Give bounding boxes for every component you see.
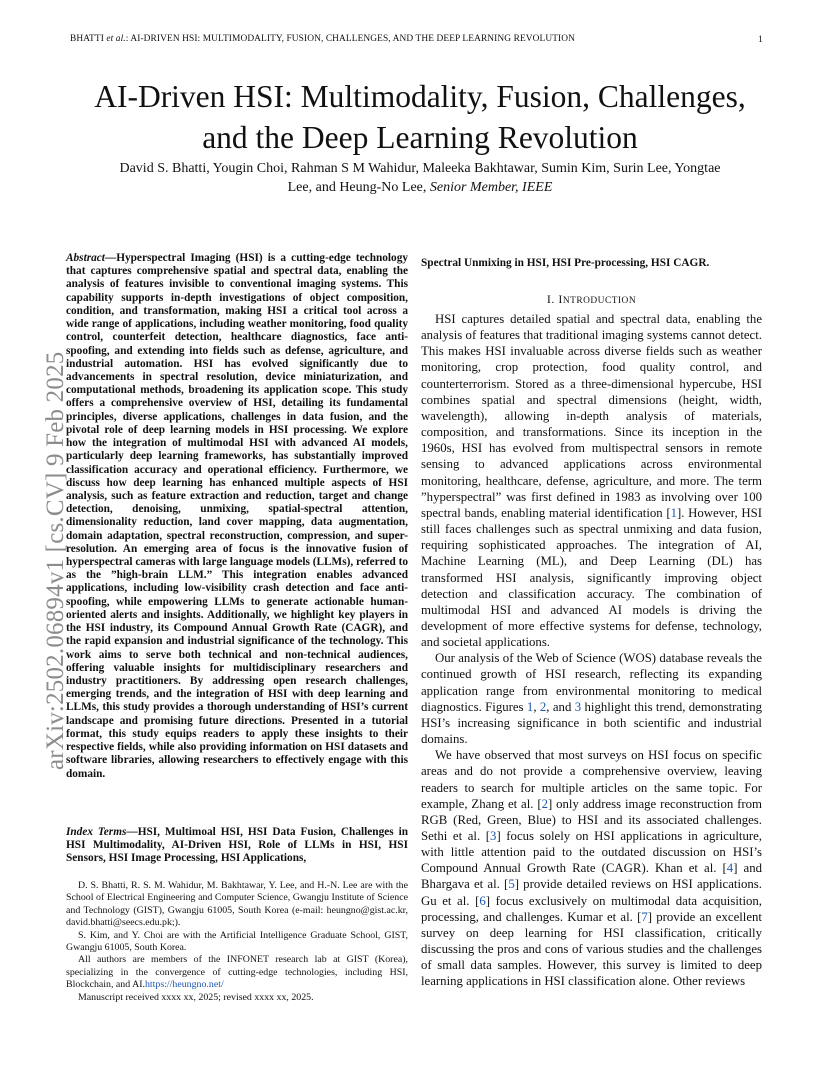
- footnote-infonet: [66, 954, 408, 991]
- paragraph-3-text-d: ] and Bhargava et al. [: [421, 861, 762, 892]
- abstract-text: Hyperspectral Imaging (HSI) is a cutting-edge technology that captures comprehensive spatial and spectral data, enabling the analysis of features invisible to conventional imaging systems. This capability supports in-depth investigations of object composition, condition, and transformation, making HSI a critical tool across a wide range of applications, including weather monitoring, food quality control, counterfeit detection, healthcare diagnostics, face anti-spoofing, and extending into fields such as defense, agriculture, and industrial automation. HSI has evolved significantly due to advancements in spectral resolution, device miniaturization, and computational methods, broadening its application scope. This study offers a comprehensive overview of HSI, detailing its fundamental principles, diverse applications, challenges in data fusion, and the pivotal role of deep learning models in HSI processing. We explore how the integration of multimodal HSI with advanced AI models, particularly deep learning frameworks, has substantially improved classification accuracy and operational efficiency. Furthermore, we discuss how deep learning has enhanced multiple aspects of HSI analysis, such as feature extraction and reduction, target and change detection, denoising, unmixing, spatial-spectral attention, dimensionality reduction, land cover mapping, data augmentation, domain adaptation, spectral reconstruction, compression, and super-resolution. An emerging area of focus is the innovative fusion of hyperspectral cameras with large language models (LLMs), referred to as the ”high-brain LLM.” This integration enables advanced applications, including low-visibility crash detection and face anti-spoofing, while empowering LLMs to generate actionable human-oriented alerts and insights. Additionally, we highlight key players in the HSI industry, its Compound Annual Growth Rate (CAGR), and the rapid expansion and industrial significance of the technology. This work aims to serve both technical and non-technical audiences, offering valuable insights for multidisciplinary researchers and industry practitioners. By addressing open research challenges, emerging trends, and the integration of HSI with deep learning and LLMs, this study provides a thorough understanding of HSI’s current landscape and promising future directions. Presented in a tutorial format, this study equips readers to apply these insights to their respective fields, while also providing information on HSI datasets and software libraries, allowing researchers to effectively engage with this domain.: [66, 252, 408, 780]
- footnote-ai-school: S. Kim, and Y. Choi are with the Artificial Intelligence Graduate School, GIST, Gwangju 61005, South Korea.: [66, 929, 408, 954]
- running-head: [70, 34, 770, 44]
- authors-line-2: [60, 178, 780, 197]
- paragraph-1-text-a: HSI captures detailed spatial and spectral data, enabling the analysis of features that traditional imaging systems cannot detect. This makes HSI invaluable across diverse fields such as weather monitoring, crop protection, food quality control, and counterterrorism. Stored as a three-dimensional hypercube, HSI combines spatial and spectral dimensions (height, width, wavelength), allowing in-depth analysis of materials, composition, and transformations. Since its inception in the 1960s, HSI has evolved from multispectral sensors in remote sensing to advanced applications across environmental monitoring, healthcare, defense, agriculture, and more. The term ”hyperspectral” was first defined in 1983 as involving over 100 spectral bands, enabling material identification [: [421, 312, 762, 520]
- introduction-body: [421, 311, 762, 990]
- abstract-dash: —: [104, 252, 117, 264]
- index-terms-dash: —: [126, 826, 138, 838]
- index-terms-text: HSI, Multimoal HSI, HSI Data Fusion, Challenges in HSI Multimodality, AI-Driven HSI, Role of LLMs in HSI, HSI Sensors, HSI Image Processing, HSI Applications,: [66, 826, 408, 865]
- arxiv-stamp: [4, 290, 69, 780]
- title-line-2: and the Deep Learning Revolution: [202, 120, 638, 155]
- abstract-label: Abstract: [66, 252, 105, 264]
- index-terms-label: Index Terms: [66, 826, 127, 838]
- authors-line-1: David S. Bhatti, Yougin Choi, Rahman S M Wahidur, Maleeka Bakhtawar, Sumin Kim, Surin Lee, Yongtae: [119, 161, 721, 176]
- figure-link[interactable]: 3: [574, 699, 582, 714]
- figure-link[interactable]: 2: [539, 699, 547, 714]
- citation-link[interactable]: 7: [641, 909, 648, 924]
- paragraph-3: [421, 747, 762, 989]
- author-list: [60, 159, 780, 197]
- paragraph-2-sep-2: , and: [546, 699, 575, 714]
- index-terms: [66, 826, 408, 866]
- footnote-affiliation: D. S. Bhatti, R. S. M. Wahidur, M. Bakhtawar, Y. Lee, and H.-N. Lee are with the School of Electrical Engineering and Computer Science, Gwangju Institute of Science and Technology (GIST), Gwangju 61005, South Korea (e-mail: heungno@gist.ac.kr, david.bhatti@seecs.edu.pk;).: [66, 880, 408, 929]
- paragraph-3-text-g: ] provide an excellent survey on deep learning for HSI classification, critically discussing the pros and cons of various studies and the challenges of small data samples. However, this survey is limited to deep learning applications in HSI classification alone. Other reviews: [421, 909, 762, 989]
- section-number: I.: [546, 292, 555, 306]
- paper-title: [40, 76, 800, 158]
- abstract: [66, 252, 408, 781]
- paragraph-2-text-b: highlight this trend, demonstrating HSI’s increasing significance in both scientific and industrial domains.: [421, 699, 762, 747]
- paragraph-2-sep-1: ,: [533, 699, 540, 714]
- paragraph-3-text-a: We have observed that most surveys on HSI focus on specific areas and do not provide a comprehensive overview, leaving readers to search for multiple articles on the same topic. For example, Zhang et al. [: [421, 748, 762, 811]
- arxiv-stamp-text: arXiv:2502.06894v1 [cs.CV] 9 Feb 2025: [42, 351, 69, 770]
- paragraph-1-text-b: ]. However, HSI still faces challenges such as spectral unmixing and data fusion, requiring sophisticated approaches. The integration of AI, Machine Learning (ML), and Deep Learning (DL) has transformed HSI analysis, significantly improving object detection and classification accuracy. The combination of multimodal HSI and advanced AI models is driving the development of more effective systems for defense, technology, and societal applications.: [421, 505, 762, 650]
- citation-link[interactable]: 2: [541, 796, 548, 811]
- paragraph-3-text-b: ] only address image reconstruction from RGB (Red, Green, Blue) to HSI and its associated challenges. Sethi et al. [: [421, 796, 763, 843]
- footnote-infonet-text: All authors are members of the INFONET research lab at GIST (Korea), specializing in the convergence of cutting-edge technologies, including HSI, Blockchain, and AI.: [66, 954, 408, 991]
- running-head-lead: BHATTI: [70, 34, 107, 44]
- section-title-rest: NTRODUCTION: [562, 296, 637, 306]
- paragraph-2: [421, 650, 762, 747]
- running-head-etal: et al.: [106, 34, 126, 44]
- paragraph-3-text-c: ] focus solely on HSI applications in agriculture, with little attention paid to the outdated discussion on HSI’s Compound Annual Growth Rate (CAGR). Khan et al. [: [421, 829, 762, 876]
- paragraph-1: [421, 311, 762, 650]
- author-role: Senior Member, IEEE: [429, 180, 553, 195]
- citation-link[interactable]: 1: [670, 505, 677, 520]
- footnote-manuscript: Manuscript received xxxx xx, 2025; revised xxxx xx, 2025.: [78, 991, 314, 1003]
- title-line-1: AI-Driven HSI: Multimodality, Fusion, Challenges,: [94, 79, 746, 114]
- page-number: 1: [758, 34, 763, 45]
- citation-link[interactable]: 5: [508, 877, 515, 892]
- footnotes: [66, 880, 408, 1004]
- citation-link[interactable]: 4: [726, 861, 734, 876]
- section-title-first: I: [558, 292, 563, 306]
- section-heading: [421, 292, 762, 307]
- authors-line-2-names: Lee, and Heung-No Lee,: [287, 180, 430, 195]
- citation-link[interactable]: 6: [479, 893, 486, 908]
- paragraph-2-text-a: Our analysis of the Web of Science (WOS) database reveals the continued growth of HSI research, reflecting its expanding application range from environmental monitoring to medical diagnostics. Figures: [421, 651, 762, 714]
- paragraph-3-text-f: ] focus exclusively on multimodal data acquisition, processing, and challenges. Kumar et al. [: [421, 893, 762, 924]
- running-head-rest: : AI-DRIVEN HSI: MULTIMODALITY, FUSION, CHALLENGES, AND THE DEEP LEARNING REVOLUTION: [125, 34, 575, 44]
- paragraph-3-text-e: ] provide detailed reviews on HSI applications. Gu et al. [: [421, 877, 762, 908]
- citation-link[interactable]: 3: [490, 829, 497, 843]
- infonet-link[interactable]: https://heungno.net/: [144, 979, 224, 991]
- index-terms-continued: Spectral Unmixing in HSI, HSI Pre-processing, HSI CAGR.: [421, 257, 710, 269]
- figure-link[interactable]: 1: [526, 699, 534, 714]
